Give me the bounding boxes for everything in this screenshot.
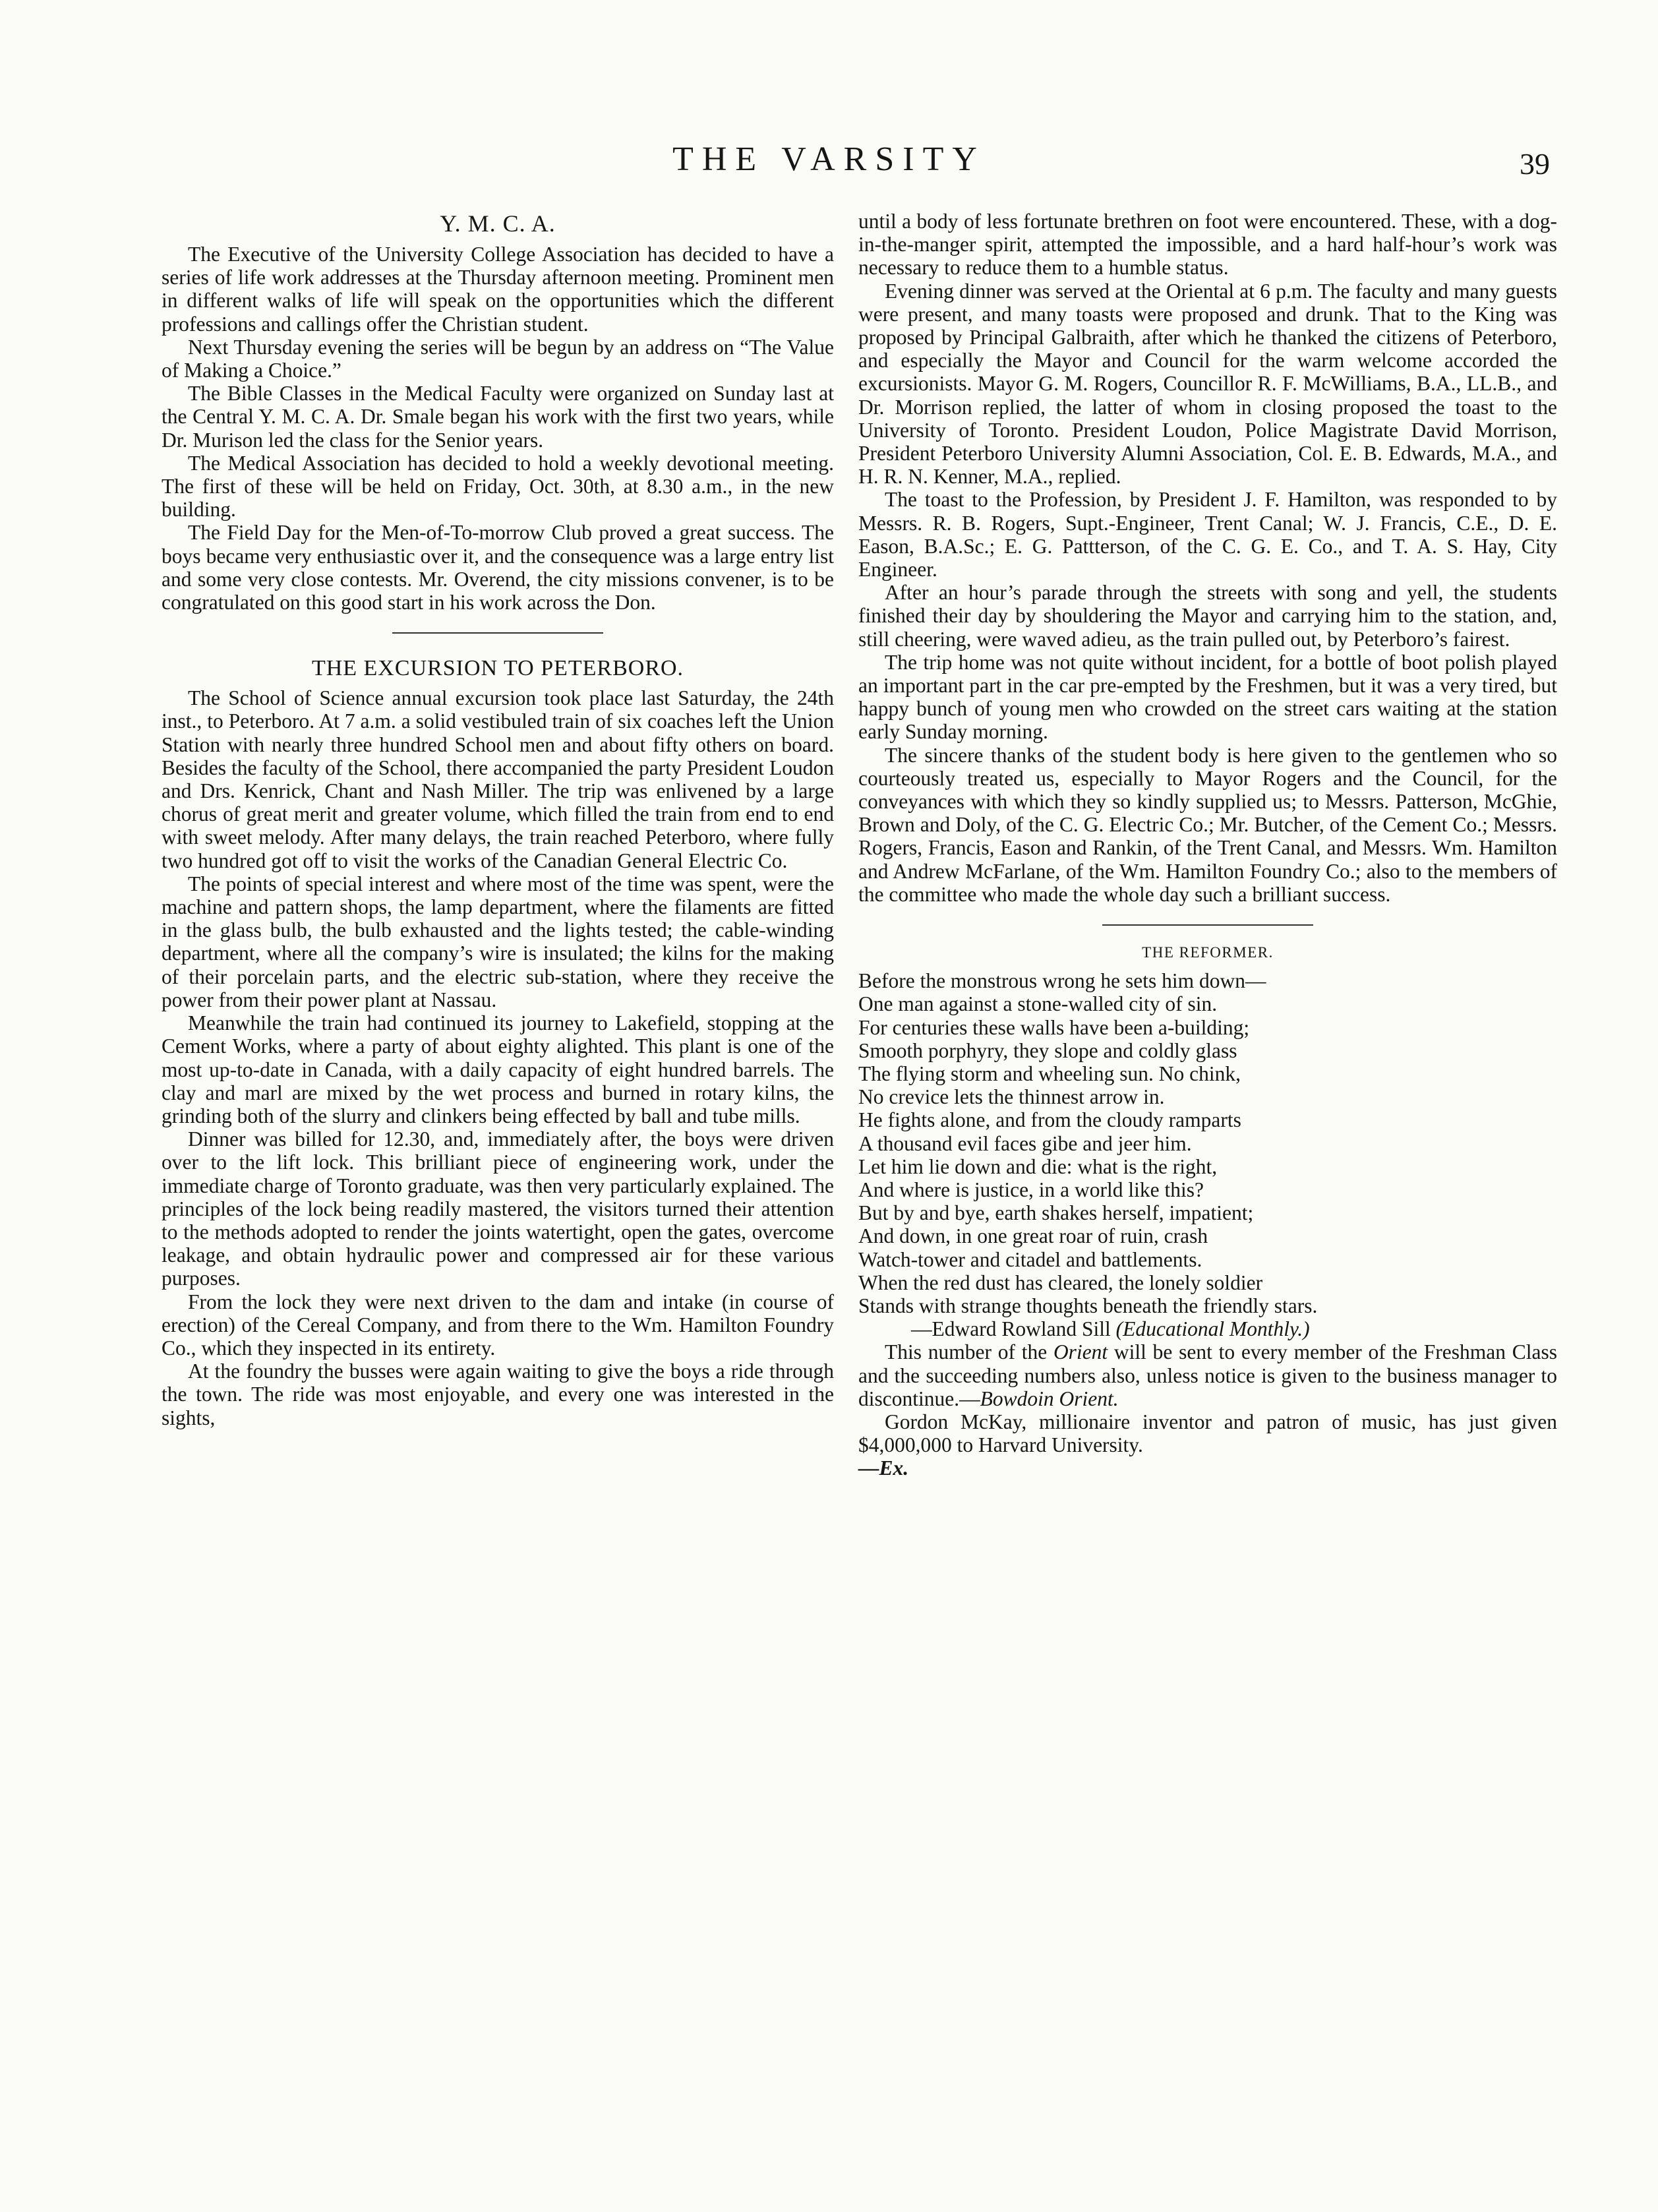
orient-note xyxy=(858,1340,1557,1410)
mckay-note xyxy=(858,1410,1557,1480)
excursion-paragraph: After an hour’s parade through the streets with song and yell, the students finished their day by shouldering the Mayor and carrying him to the station, and, still cheering, were waved adieu, as the train pulled out, by Peterboro’s fairest. xyxy=(858,581,1557,651)
poem-source: (Educational Monthly.) xyxy=(1115,1317,1310,1341)
poem-line: Let him lie down and die: what is the right, xyxy=(858,1154,1218,1178)
poem-line: Before the monstrous wrong he sets him down— xyxy=(858,969,1266,993)
orient-note-text: will be sent to every member of the Freshman Class and the succeeding numbers also, unless notice is given to the business manager to discontinue.— xyxy=(858,1340,1557,1410)
excursion-paragraph: At the foundry the busses were again waiting to give the boys a ride through the town. The ride was most enjoyable, and every one was interested in the sights, xyxy=(162,1360,834,1429)
right-column xyxy=(858,210,1557,1480)
section-divider xyxy=(392,632,603,634)
ymca-paragraph: Next Thursday evening the series will be begun by an address on “The Value of Making a Choice.” xyxy=(162,335,834,382)
masthead-title: THE VARSITY xyxy=(672,140,986,178)
ymca-paragraph: The Medical Association has decided to hold a weekly devotional meeting. The first of these will be held on Friday, Oct. 30th, at 8.30 a.m., in the new building. xyxy=(162,451,834,522)
poem-line: Watch-tower and citadel and battlements. xyxy=(858,1247,1202,1271)
ymca-paragraph: The Bible Classes in the Medical Faculty were organized on Sunday last at the Central Y. M. C. A. Dr. Smale began his work with the first two years, while Dr. Murison led the class for the Senior years. xyxy=(162,382,834,452)
excursion-continuation: until a body of less fortunate brethren on foot were encountered. These, with a dog-in-the-manger spirit, attempted the impossible, and a hard half-hour’s work was necessary to reduce them to a humble status. xyxy=(858,210,1557,280)
excursion-paragraph: The School of Science annual excursion took place last Saturday, the 24th inst., to Peterboro. At 7 a.m. a solid vestibuled train of six coaches left the Union Station with nearly three hundred School men and about fifty others on board. Besides the faculty of the School, there accompanied the party President Loudon and Drs. Kenrick, Chant and Nash Miller. The trip was enlivened by a large chorus of great merit and greater volume, which filled the train from end to end with sweet melody. After many delays, the train reached Peterboro, where fully two hundred got off to visit the works of the Canadian General Electric Co. xyxy=(162,686,834,872)
poem-lines xyxy=(858,969,1557,1317)
orient-title: Orient xyxy=(1053,1340,1108,1364)
poem-line: A thousand evil faces gibe and jeer him. xyxy=(858,1131,1192,1155)
ymca-heading: Y. M. C. A. xyxy=(440,210,556,237)
excursion-paragraph: Dinner was billed for 12.30, and, immediately after, the boys were driven over to the lift lock. This brilliant piece of engineering work, under the immediate charge of Toronto graduate, was then very particularly explained. The principles of the lock being readily mastered, the visitors turned their attention to the methods adopted to render the joints watertight, open the gates, overcome leakage, and obtain hydraulic power and compressed air for these various purposes. xyxy=(162,1127,834,1290)
poem-line: The flying storm and wheeling sun. No chink, xyxy=(858,1061,1241,1085)
poem-line: One man against a stone-walled city of sin. xyxy=(858,992,1218,1016)
poem-line: And down, in one great roar of ruin, crash xyxy=(858,1224,1208,1248)
poem-line: Smooth porphyry, they slope and coldly glass xyxy=(858,1038,1237,1062)
excursion-paragraph: The toast to the Profession, by President J. F. Hamilton, was responded to by Messrs. R. B. Rogers, Supt.-Engineer, Trent Canal; W. J. Francis, C.E., D. E. Eason, B.A.Sc.; E. G. Pattterson, of the C. G. E. Co., and T. A. S. Hay, City Engineer. xyxy=(858,488,1557,582)
excursion-heading: THE EXCURSION TO PETERBORO. xyxy=(311,656,684,681)
poem-line: For centuries these walls have been a-building; xyxy=(858,1015,1250,1039)
poem-line: No crevice lets the thinnest arrow in. xyxy=(858,1085,1165,1109)
page-number: 39 xyxy=(1520,147,1550,181)
poem-title: THE REFORMER. xyxy=(1142,944,1274,961)
poem-line: But by and bye, earth shakes herself, impatient; xyxy=(858,1201,1254,1225)
poem-line: When the red dust has cleared, the lonely soldier xyxy=(858,1270,1263,1294)
poem-author: —Edward Rowland Sill xyxy=(911,1317,1111,1341)
mckay-note-text: Gordon McKay, millionaire inventor and patron of music, has just given $4,000,000 to Harvard University. xyxy=(858,1410,1557,1457)
mckay-source: —Ex. xyxy=(858,1456,909,1480)
section-divider xyxy=(1102,924,1313,926)
ymca-paragraph: The Executive of the University College Association has decided to have a series of life work addresses at the Thursday afternoon meeting. Prominent men in different walks of life will speak on the opportunities which the different professions and callings offer the Christian student. xyxy=(162,243,834,336)
poem-line: And where is justice, in a world like this? xyxy=(858,1178,1204,1201)
poem-line: Stands with strange thoughts beneath the friendly stars. xyxy=(858,1294,1318,1317)
excursion-paragraph: Meanwhile the train had continued its journey to Lakefield, stopping at the Cement Works, where a party of about eighty alighted. This plant is one of the most up-to-date in Canada, with a daily capacity of eight hundred barrels. The clay and marl are mixed by the wet process and burned in rotary kilns, the grinding both of the slurry and clinkers being effected by ball and tube mills. xyxy=(162,1011,834,1127)
left-column xyxy=(162,210,834,1429)
poem-attribution xyxy=(858,1317,1557,1340)
excursion-paragraph: The sincere thanks of the student body is here given to the gentlemen who so courteously treated us, especially to Mayor Rogers and the Council, for the conveyances with which they so kindly supplied us; to Messrs. Patterson, McGhie, Brown and Doly, of the C. G. Electric Co.; Mr. Butcher, of the Cement Co.; Messrs. Rogers, Francis, Eason and Rankin, of the Trent Canal, and Messrs. Wm. Hamilton and Andrew McFarlane, of the Wm. Hamilton Foundry Co.; also to the members of the committee who made the whole day such a brilliant success. xyxy=(858,743,1557,906)
ymca-paragraph: The Field Day for the Men-of-To-morrow Club proved a great success. The boys became very enthusiastic over it, and the consequence was a large entry list and some very close contests. Mr. Overend, the city missions convener, is to be congratulated on this good start in his work across the Don. xyxy=(162,521,834,614)
orient-source: Bowdoin Orient. xyxy=(980,1387,1119,1410)
excursion-paragraph: The points of special interest and where most of the time was spent, were the machine and pattern shops, the lamp department, where the filaments are fitted in the glass bulb, the bulb exhausted and the lights tested; the cable-winding department, where all the company’s wire is insulated; the kilns for the making of their porcelain parts, and the electric sub-station, where they receive the power from their power plant at Nassau. xyxy=(162,872,834,1011)
orient-note-text: This number of the xyxy=(885,1340,1053,1364)
poem-line: He fights alone, and from the cloudy ramparts xyxy=(858,1108,1241,1132)
excursion-paragraph: The trip home was not quite without incident, for a bottle of boot polish played an important part in the car pre-empted by the Freshmen, but it was a very tired, but happy bunch of young men who crowded on the street cars waiting at the station early Sunday morning. xyxy=(858,650,1557,744)
excursion-paragraph: From the lock they were next driven to the dam and intake (in course of erection) of the Cereal Company, and from there to the Wm. Hamilton Foundry Co., which they inspected in its entirety. xyxy=(162,1290,834,1360)
excursion-paragraph: Evening dinner was served at the Oriental at 6 p.m. The faculty and many guests were present, and many toasts were proposed and drunk. That to the King was proposed by Principal Galbraith, after which he thanked the citizens of Peterboro, and especially the Mayor and Council for the warm welcome accorded the excursionists. Mayor G. M. Rogers, Councillor R. F. McWilliams, B.A., LL.B., and Dr. Morrison replied, the latter of whom in closing proposed the toast to the University of Toronto. President Loudon, Police Magistrate David Morrison, President Peterboro University Alumni Association, Col. E. B. Edwards, M.A., and H. R. N. Kenner, M.A., replied. xyxy=(858,279,1557,489)
